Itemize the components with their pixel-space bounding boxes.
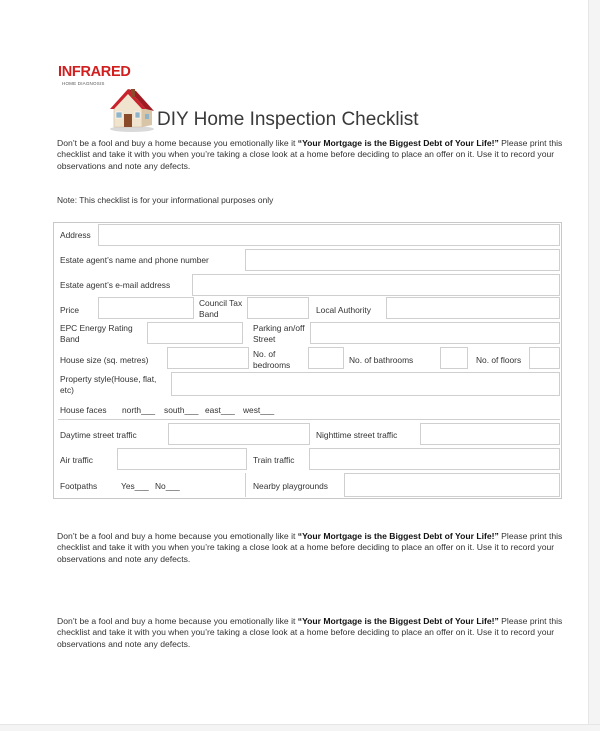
house-faces-label: House faces <box>60 405 107 415</box>
house-size-input[interactable] <box>167 347 249 369</box>
intro-paragraph-3 <box>57 616 577 650</box>
logo-subtitle: HOME DIAGNOSIS <box>62 81 105 86</box>
property-style-input[interactable] <box>171 372 560 396</box>
logo <box>58 64 158 134</box>
footpaths-no[interactable]: No___ <box>155 481 180 491</box>
intro-rest: Please print this checklist and take it with you when you’re taking a close look at a home before deciding to place an offer on it. Use it to record your observations and note any defects. <box>57 138 563 171</box>
local-authority-input[interactable] <box>386 297 560 319</box>
playgrounds-input[interactable] <box>344 473 560 497</box>
train-traffic-label: Train traffic <box>253 455 295 465</box>
daytime-traffic-input[interactable] <box>168 423 310 445</box>
nighttime-traffic-input[interactable] <box>420 423 560 445</box>
house-icon <box>102 81 158 133</box>
bedrooms-input[interactable] <box>308 347 344 369</box>
playgrounds-label: Nearby playgrounds <box>253 481 328 491</box>
parking-input[interactable] <box>310 322 560 344</box>
intro-paragraph-1 <box>57 138 577 172</box>
bathrooms-input[interactable] <box>440 347 468 369</box>
intro-lead-3: Don’t be a fool and buy a home because you emotionally like it <box>57 616 298 626</box>
house-faces-notes-input[interactable] <box>58 419 560 420</box>
footpaths-yes[interactable]: Yes___ <box>121 481 149 491</box>
direction-west[interactable]: west___ <box>243 405 275 415</box>
air-traffic-input[interactable] <box>117 448 247 470</box>
direction-east[interactable]: east___ <box>205 405 235 415</box>
price-input[interactable] <box>98 297 194 319</box>
footpaths-label: Footpaths <box>60 481 98 491</box>
logo-brand: INFRARED <box>58 64 131 80</box>
page-title: DIY Home Inspection Checklist <box>157 109 419 130</box>
agent-name-phone-label: Estate agent’s name and phone number <box>60 255 209 265</box>
direction-north[interactable]: north___ <box>122 405 156 415</box>
bathrooms-label: No. of bathrooms <box>349 355 414 365</box>
agent-name-phone-input[interactable] <box>245 249 560 271</box>
agent-email-label: Estate agent’s e-mail address <box>60 280 171 290</box>
address-input[interactable] <box>98 224 560 246</box>
floors-input[interactable] <box>529 347 560 369</box>
intro-rest-3: Please print this checklist and take it with you when you’re taking a close look at a home before deciding to place an offer on it. Use it to record your observations and note any defects. <box>57 616 563 649</box>
page-edge <box>588 0 600 730</box>
floors-label: No. of floors <box>476 355 522 365</box>
direction-south[interactable]: south___ <box>164 405 199 415</box>
council-tax-band-label: Council Tax Band <box>199 298 243 319</box>
intro-lead-2: Don’t be a fool and buy a home because you emotionally like it <box>57 531 298 541</box>
daytime-traffic-label: Daytime street traffic <box>60 430 137 440</box>
parking-label: Parking an/off Street <box>253 323 305 344</box>
property-style-label: Property style(House, flat, etc) <box>60 374 157 395</box>
informational-note: Note: This checklist is for your informational purposes only <box>57 195 274 205</box>
local-authority-label: Local Authority <box>316 305 371 315</box>
intro-rest-2: Please print this checklist and take it with you when you’re taking a close look at a home before deciding to place an offer on it. Use it to record your observations and note any defects. <box>57 531 563 564</box>
intro-paragraph-2 <box>57 531 577 565</box>
epc-band-label: EPC Energy Rating Band <box>60 323 133 344</box>
intro-emphasis: “Your Mortgage is the Biggest Debt of Your Life!” <box>297 138 499 148</box>
epc-band-input[interactable] <box>147 322 243 344</box>
air-traffic-label: Air traffic <box>60 455 93 465</box>
intro-lead: Don’t be a fool and buy a home because you emotionally like it <box>57 138 298 148</box>
intro-emphasis-2: “Your Mortgage is the Biggest Debt of Your Life!” <box>297 531 499 541</box>
intro-emphasis-3: “Your Mortgage is the Biggest Debt of Your Life!” <box>297 616 499 626</box>
house-size-label: House size (sq. metres) <box>60 355 149 365</box>
council-tax-band-input[interactable] <box>247 297 309 319</box>
inspection-form <box>53 222 562 499</box>
address-label: Address <box>60 230 91 240</box>
footpaths-divider <box>245 473 246 497</box>
agent-email-input[interactable] <box>192 274 560 296</box>
train-traffic-input[interactable] <box>309 448 560 470</box>
nighttime-traffic-label: Nighttime street traffic <box>316 430 398 440</box>
bedrooms-label: No. of bedrooms <box>253 349 291 370</box>
price-label: Price <box>60 305 80 315</box>
